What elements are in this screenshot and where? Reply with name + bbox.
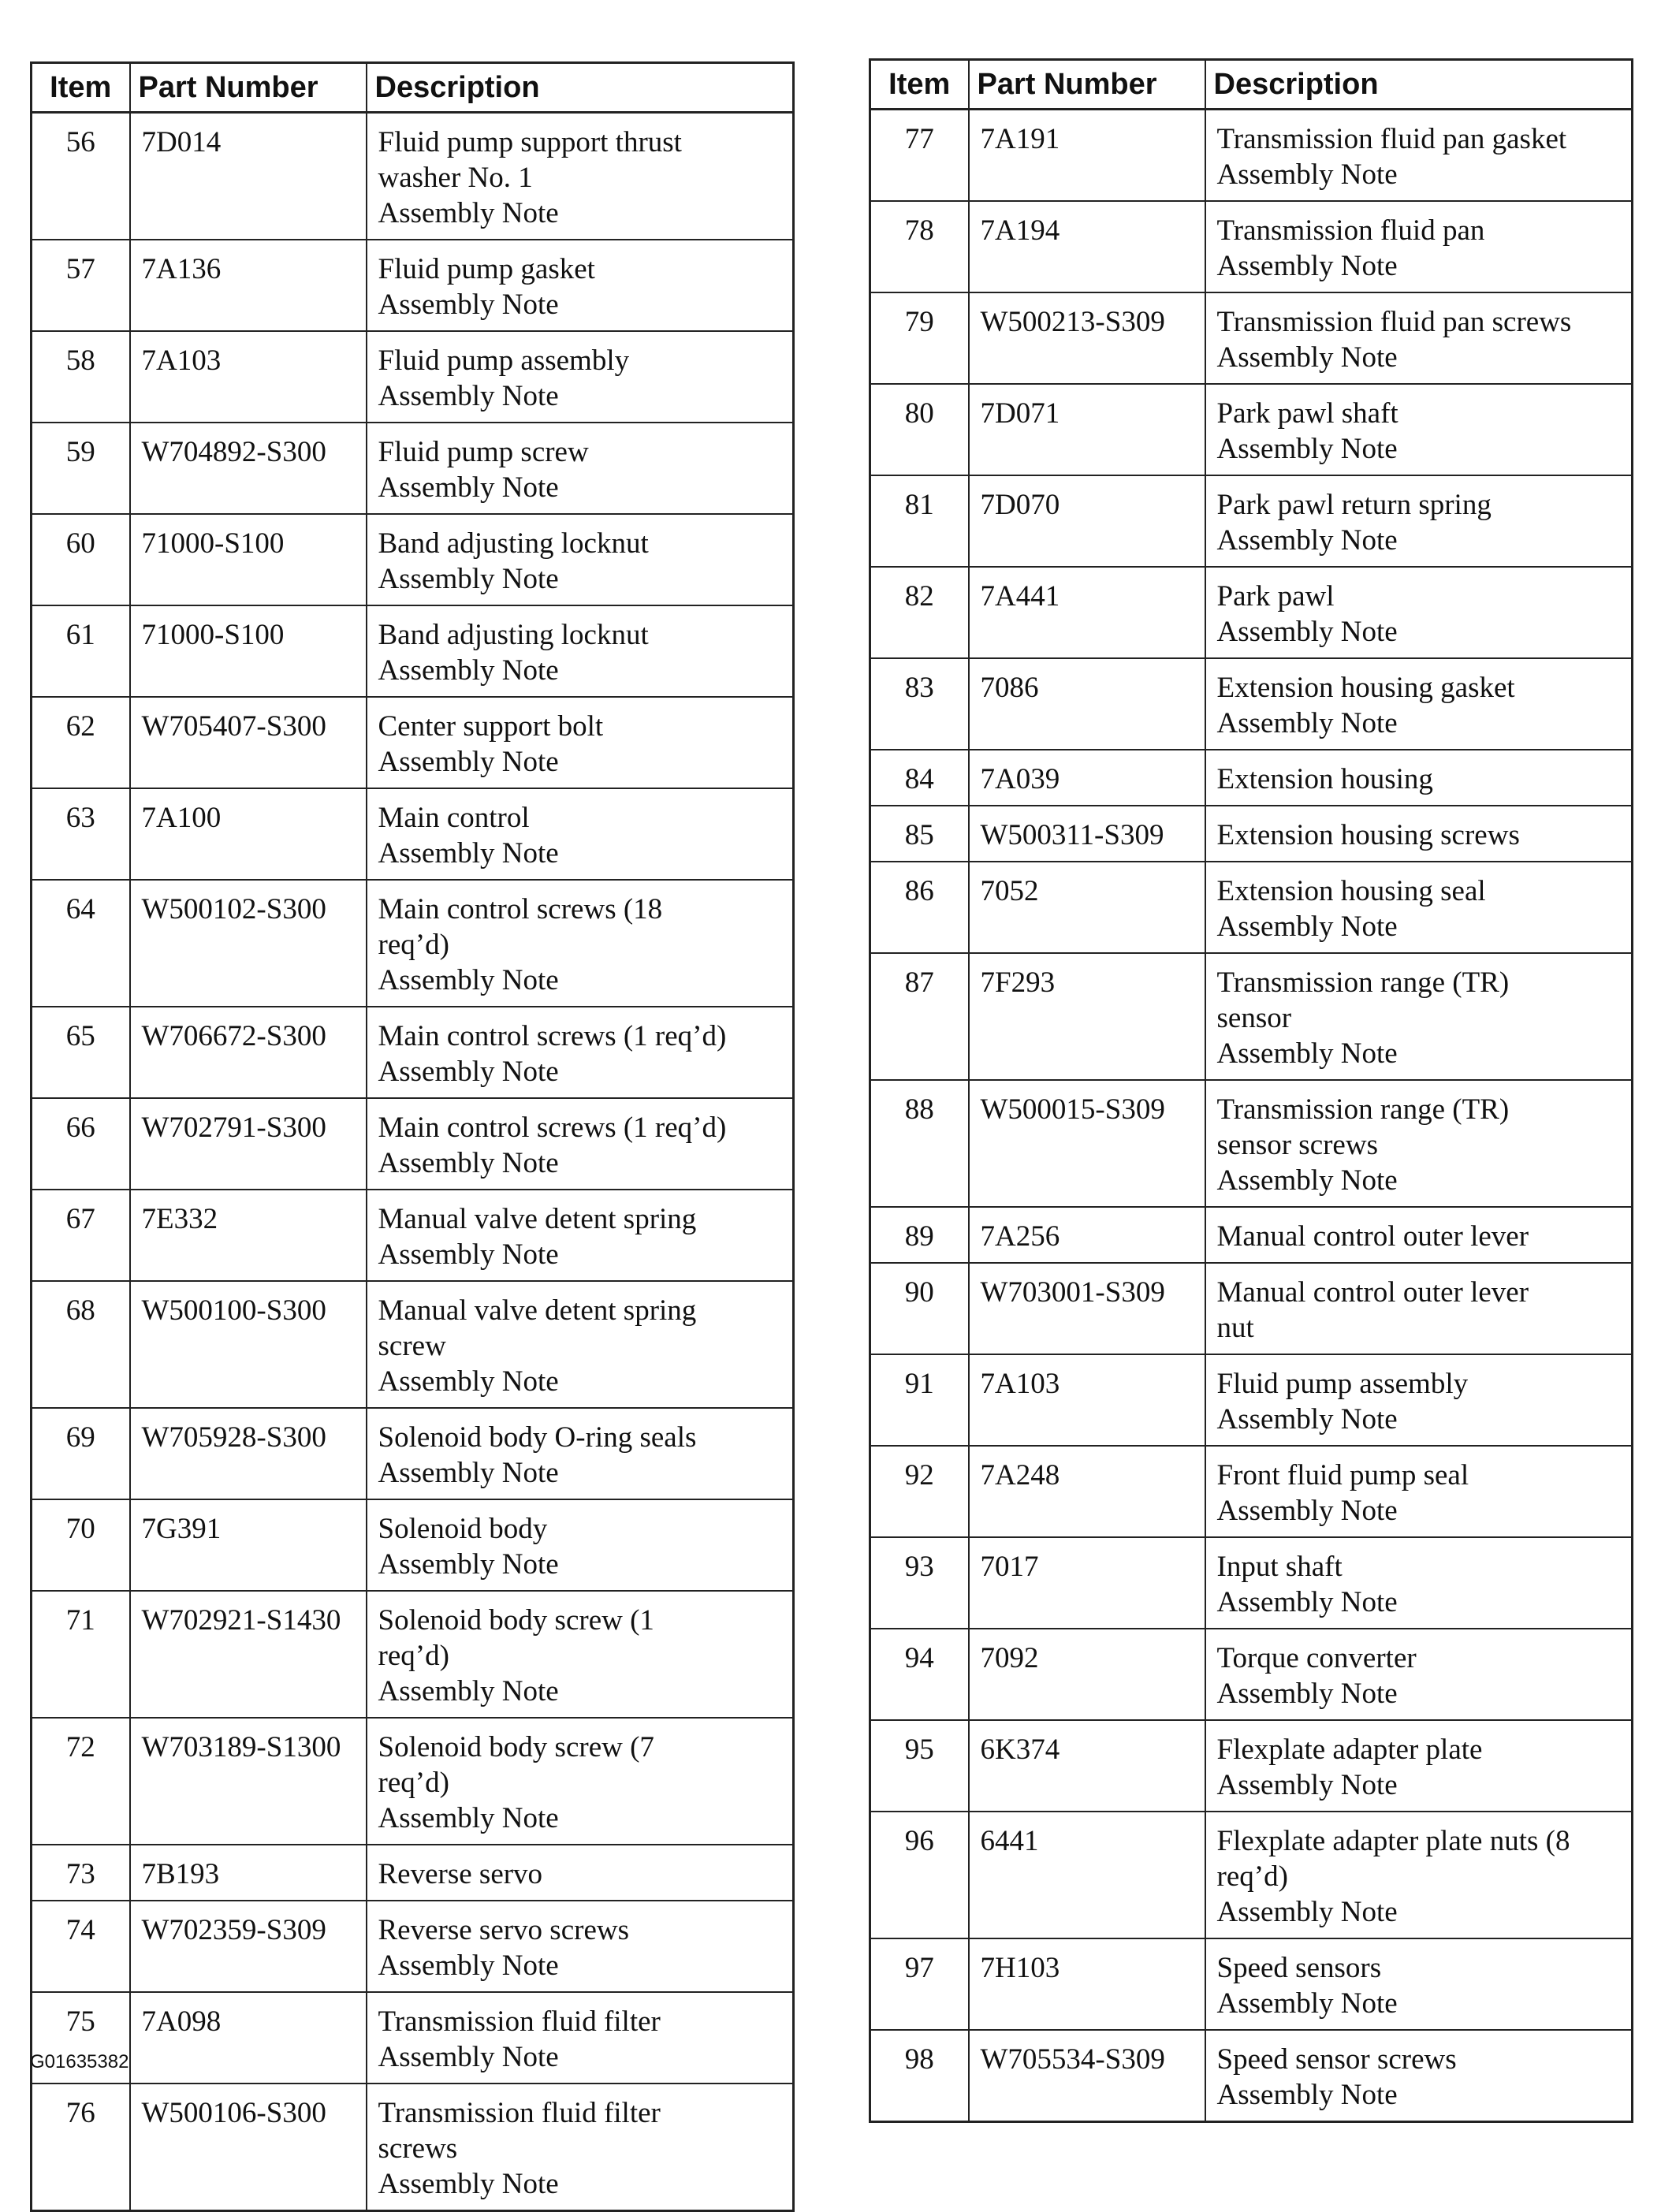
item-number-cell: 58: [32, 331, 130, 423]
description-line: Park pawl shaft: [1216, 397, 1398, 430]
description-line: Main control screws (18: [378, 893, 663, 925]
description-cell: [367, 1098, 794, 1190]
description-cell: [1205, 567, 1633, 658]
description-cell: [1205, 384, 1633, 475]
part-number-cell: 7017: [969, 1537, 1205, 1629]
part-number-cell: W704892-S300: [130, 423, 367, 514]
part-number-cell: 7A039: [969, 750, 1205, 806]
table-row: [32, 1098, 794, 1190]
description-line: Park pawl return spring: [1216, 489, 1492, 521]
table-row: [870, 1720, 1633, 1812]
description-cell: [367, 605, 794, 697]
description-line: Assembly Note: [378, 1365, 559, 1398]
description-line: Solenoid body screw (1: [378, 1604, 654, 1637]
part-number-cell: W500102-S300: [130, 880, 367, 1007]
description-line: Assembly Note: [1216, 1987, 1398, 2020]
description-line: Assembly Note: [378, 1147, 559, 1179]
table-row: [870, 1629, 1633, 1720]
description-line: Assembly Note: [378, 563, 559, 595]
description-cell: [1205, 750, 1633, 806]
part-number-cell: 7D014: [130, 113, 367, 240]
table-row: [870, 750, 1633, 806]
description-cell: [1205, 1812, 1633, 1938]
part-number-cell: 71000-S100: [130, 514, 367, 605]
description-line: Speed sensors: [1216, 1952, 1382, 1984]
description-line: Fluid pump gasket: [378, 253, 595, 285]
item-number-cell: 65: [32, 1007, 130, 1098]
description-cell: [1205, 1080, 1633, 1207]
description-line: nut: [1216, 1312, 1254, 1344]
description-line: Assembly Note: [1216, 1495, 1398, 1527]
description-cell: [1205, 2030, 1633, 2122]
table-row: [32, 880, 794, 1007]
table-body: [32, 113, 794, 2211]
column-header-item: Item: [870, 60, 969, 110]
description-cell: [367, 331, 794, 423]
item-number-cell: 87: [870, 953, 969, 1080]
item-number-cell: 84: [870, 750, 969, 806]
part-number-cell: 7086: [969, 658, 1205, 750]
description-cell: [1205, 110, 1633, 202]
item-number-cell: 88: [870, 1080, 969, 1207]
description-cell: [367, 240, 794, 331]
description-cell: [1205, 953, 1633, 1080]
header-row: [870, 60, 1633, 110]
description-line: Assembly Note: [378, 964, 559, 996]
table-row: [32, 1845, 794, 1901]
part-number-cell: 6441: [969, 1812, 1205, 1938]
description-line: Assembly Note: [1216, 1037, 1398, 1070]
description-line: Transmission fluid filter: [378, 2097, 661, 2129]
description-line: Assembly Note: [378, 1675, 559, 1707]
description-cell: [1205, 1354, 1633, 1446]
table-row: [870, 953, 1633, 1080]
column-header-description: Description: [1205, 60, 1633, 110]
description-line: Solenoid body screw (7: [378, 1731, 654, 1763]
table-row: [32, 1499, 794, 1591]
table-row: [32, 1190, 794, 1281]
part-number-cell: 7E332: [130, 1190, 367, 1281]
description-line: screw: [378, 1330, 446, 1362]
table-row: [870, 806, 1633, 862]
column-header-item: Item: [32, 63, 130, 113]
description-cell: [1205, 201, 1633, 292]
item-number-cell: 80: [870, 384, 969, 475]
part-number-cell: W500213-S309: [969, 292, 1205, 384]
description-line: Reverse servo screws: [378, 1914, 629, 1946]
description-line: Flexplate adapter plate: [1216, 1733, 1483, 1766]
table-row: [32, 605, 794, 697]
part-number-cell: 7A136: [130, 240, 367, 331]
item-number-cell: 68: [32, 1281, 130, 1408]
description-cell: [367, 1718, 794, 1845]
table-row: [870, 475, 1633, 567]
description-cell: [367, 1281, 794, 1408]
part-number-cell: W702359-S309: [130, 1901, 367, 1992]
item-number-cell: 56: [32, 113, 130, 240]
description-line: Band adjusting locknut: [378, 527, 649, 560]
description-line: Assembly Note: [378, 197, 559, 229]
part-number-cell: W703001-S309: [969, 1263, 1205, 1354]
table-row: [32, 1992, 794, 2084]
table-row: [32, 2084, 794, 2211]
description-cell: [1205, 1938, 1633, 2030]
description-line: Assembly Note: [1216, 433, 1398, 465]
description-line: Reverse servo: [378, 1858, 543, 1890]
table-row: [32, 1718, 794, 1845]
table-row: [32, 697, 794, 788]
description-cell: [1205, 1446, 1633, 1537]
description-line: Assembly Note: [1216, 616, 1398, 648]
part-number-cell: 7052: [969, 862, 1205, 953]
item-number-cell: 96: [870, 1812, 969, 1938]
description-line: sensor: [1216, 1002, 1292, 1034]
part-number-cell: 6K374: [969, 1720, 1205, 1812]
description-line: req’d): [378, 929, 449, 961]
description-line: Assembly Note: [378, 654, 559, 687]
description-cell: [367, 2084, 794, 2211]
description-cell: [367, 1992, 794, 2084]
description-line: Fluid pump screw: [378, 436, 589, 468]
description-cell: [1205, 1207, 1633, 1263]
description-line: Fluid pump assembly: [378, 344, 630, 377]
description-cell: [367, 1901, 794, 1992]
item-number-cell: 76: [32, 2084, 130, 2211]
table-row: [870, 1263, 1633, 1354]
description-cell: [1205, 1263, 1633, 1354]
description-line: Solenoid body: [378, 1513, 548, 1545]
description-line: Assembly Note: [378, 380, 559, 412]
description-line: Extension housing screws: [1216, 819, 1520, 851]
table-row: [870, 2030, 1633, 2122]
description-cell: [1205, 862, 1633, 953]
table-row: [32, 1901, 794, 1992]
description-cell: [367, 788, 794, 880]
item-number-cell: 92: [870, 1446, 969, 1537]
table-row: [870, 658, 1633, 750]
part-number-cell: W500100-S300: [130, 1281, 367, 1408]
item-number-cell: 85: [870, 806, 969, 862]
part-number-cell: 7092: [969, 1629, 1205, 1720]
description-line: Assembly Note: [378, 2041, 559, 2073]
description-cell: [367, 423, 794, 514]
part-number-cell: W705407-S300: [130, 697, 367, 788]
table-row: [870, 567, 1633, 658]
table-row: [870, 1207, 1633, 1263]
part-number-cell: 7H103: [969, 1938, 1205, 2030]
table-row: [870, 292, 1633, 384]
part-number-cell: 7A103: [969, 1354, 1205, 1446]
item-number-cell: 75: [32, 1992, 130, 2084]
description-line: Transmission fluid pan screws: [1216, 306, 1572, 338]
part-number-cell: 7B193: [130, 1845, 367, 1901]
item-number-cell: 60: [32, 514, 130, 605]
description-line: Assembly Note: [378, 471, 559, 504]
part-number-cell: W706672-S300: [130, 1007, 367, 1098]
table-row: [32, 1281, 794, 1408]
item-number-cell: 74: [32, 1901, 130, 1992]
description-line: Park pawl: [1216, 580, 1335, 613]
description-cell: [1205, 1720, 1633, 1812]
description-line: Assembly Note: [1216, 524, 1398, 557]
item-number-cell: 90: [870, 1263, 969, 1354]
description-line: Assembly Note: [378, 2168, 559, 2200]
description-line: Assembly Note: [1216, 158, 1398, 191]
part-number-cell: 7A103: [130, 331, 367, 423]
description-line: Main control screws (1 req’d): [378, 1020, 727, 1052]
description-line: Assembly Note: [378, 1802, 559, 1834]
description-line: Transmission range (TR): [1216, 1093, 1510, 1126]
part-number-cell: 7D070: [969, 475, 1205, 567]
description-line: Assembly Note: [1216, 1769, 1398, 1801]
description-line: req’d): [1216, 1860, 1288, 1893]
table-row: [32, 1408, 794, 1499]
table-row: [870, 862, 1633, 953]
part-number-cell: W500015-S309: [969, 1080, 1205, 1207]
table-row: [870, 384, 1633, 475]
description-line: Input shaft: [1216, 1551, 1343, 1583]
description-line: Assembly Note: [1216, 250, 1398, 282]
part-number-cell: 7A191: [969, 110, 1205, 202]
part-number-cell: W705928-S300: [130, 1408, 367, 1499]
description-line: Front fluid pump seal: [1216, 1459, 1469, 1491]
description-line: Extension housing gasket: [1216, 672, 1515, 704]
item-number-cell: 62: [32, 697, 130, 788]
part-number-cell: 7G391: [130, 1499, 367, 1591]
item-number-cell: 97: [870, 1938, 969, 2030]
description-cell: [367, 514, 794, 605]
item-number-cell: 98: [870, 2030, 969, 2122]
table-row: [32, 514, 794, 605]
table-row: [32, 423, 794, 514]
part-number-cell: W702921-S1430: [130, 1591, 367, 1718]
description-line: Assembly Note: [1216, 1586, 1398, 1618]
description-line: Assembly Note: [378, 1548, 559, 1581]
header-row: [32, 63, 794, 113]
description-cell: [367, 1591, 794, 1718]
item-number-cell: 70: [32, 1499, 130, 1591]
table-row: [32, 240, 794, 331]
description-line: washer No. 1: [378, 162, 533, 194]
description-line: Transmission range (TR): [1216, 966, 1510, 999]
table-row: [870, 1446, 1633, 1537]
table-body: [870, 110, 1633, 2122]
description-line: Fluid pump assembly: [1216, 1368, 1469, 1400]
table-row: [870, 1354, 1633, 1446]
table-row: [870, 1812, 1633, 1938]
description-cell: [367, 1845, 794, 1901]
description-cell: [1205, 475, 1633, 567]
table-row: [870, 1537, 1633, 1629]
table-row: [870, 1938, 1633, 2030]
description-cell: [1205, 1629, 1633, 1720]
part-number-cell: 7F293: [969, 953, 1205, 1080]
item-number-cell: 73: [32, 1845, 130, 1901]
description-line: Assembly Note: [1216, 1678, 1398, 1710]
part-number-cell: W500311-S309: [969, 806, 1205, 862]
item-number-cell: 83: [870, 658, 969, 750]
table-row: [32, 1007, 794, 1098]
description-line: Assembly Note: [378, 1238, 559, 1271]
column-header-part-number: Part Number: [130, 63, 367, 113]
part-number-cell: 7A248: [969, 1446, 1205, 1537]
item-number-cell: 77: [870, 110, 969, 202]
part-number-cell: W703189-S1300: [130, 1718, 367, 1845]
item-number-cell: 71: [32, 1591, 130, 1718]
description-line: req’d): [378, 1767, 449, 1799]
part-number-cell: 7D071: [969, 384, 1205, 475]
description-line: Center support bolt: [378, 710, 604, 743]
description-cell: [367, 113, 794, 240]
description-line: Main control: [378, 802, 530, 834]
description-line: Assembly Note: [378, 1457, 559, 1489]
item-number-cell: 79: [870, 292, 969, 384]
description-line: Manual valve detent spring: [378, 1294, 697, 1327]
description-line: req’d): [378, 1640, 449, 1672]
item-number-cell: 69: [32, 1408, 130, 1499]
item-number-cell: 66: [32, 1098, 130, 1190]
description-cell: [367, 697, 794, 788]
part-number-cell: 7A098: [130, 1992, 367, 2084]
table-row: [32, 788, 794, 880]
description-line: Transmission fluid pan gasket: [1216, 123, 1567, 155]
description-line: Manual control outer lever: [1216, 1276, 1529, 1309]
part-number-cell: W705534-S309: [969, 2030, 1205, 2122]
table-row: [32, 113, 794, 240]
description-cell: [1205, 1537, 1633, 1629]
description-cell: [367, 1007, 794, 1098]
item-number-cell: 63: [32, 788, 130, 880]
item-number-cell: 94: [870, 1629, 969, 1720]
description-cell: [1205, 658, 1633, 750]
item-number-cell: 57: [32, 240, 130, 331]
description-cell: [1205, 292, 1633, 384]
item-number-cell: 61: [32, 605, 130, 697]
item-number-cell: 86: [870, 862, 969, 953]
description-line: Assembly Note: [1216, 707, 1398, 739]
part-number-cell: 71000-S100: [130, 605, 367, 697]
parts-table-left: [30, 61, 795, 2212]
description-line: Assembly Note: [378, 1949, 559, 1982]
description-line: Assembly Note: [1216, 910, 1398, 943]
figure-reference-code: G01635382: [30, 2051, 129, 2072]
table-row: [870, 110, 1633, 202]
item-number-cell: 89: [870, 1207, 969, 1263]
description-line: Speed sensor screws: [1216, 2043, 1457, 2076]
description-line: Transmission fluid filter: [378, 2005, 661, 2038]
table-row: [870, 1080, 1633, 1207]
description-cell: [367, 1408, 794, 1499]
column-header-description: Description: [367, 63, 794, 113]
column-header-part-number: Part Number: [969, 60, 1205, 110]
description-line: Assembly Note: [378, 746, 559, 778]
description-line: Manual valve detent spring: [378, 1203, 697, 1235]
part-number-cell: W702791-S300: [130, 1098, 367, 1190]
item-number-cell: 93: [870, 1537, 969, 1629]
description-line: Extension housing: [1216, 763, 1433, 795]
description-line: Assembly Note: [1216, 1164, 1398, 1197]
description-line: Transmission fluid pan: [1216, 214, 1485, 247]
description-cell: [367, 880, 794, 1007]
description-line: Assembly Note: [378, 1056, 559, 1088]
description-line: Extension housing seal: [1216, 875, 1486, 907]
table-row: [870, 201, 1633, 292]
description-line: sensor screws: [1216, 1129, 1378, 1161]
item-number-cell: 91: [870, 1354, 969, 1446]
description-line: Assembly Note: [1216, 1896, 1398, 1928]
item-number-cell: 72: [32, 1718, 130, 1845]
description-cell: [1205, 806, 1633, 862]
description-line: Assembly Note: [378, 289, 559, 321]
description-line: Torque converter: [1216, 1642, 1417, 1674]
part-number-cell: 7A441: [969, 567, 1205, 658]
description-line: Manual control outer lever: [1216, 1220, 1529, 1253]
item-number-cell: 59: [32, 423, 130, 514]
part-number-cell: 7A194: [969, 201, 1205, 292]
item-number-cell: 78: [870, 201, 969, 292]
description-cell: [367, 1499, 794, 1591]
description-line: Main control screws (1 req’d): [378, 1112, 727, 1144]
description-line: Assembly Note: [1216, 1403, 1398, 1436]
description-line: screws: [378, 2132, 458, 2165]
part-number-cell: 7A256: [969, 1207, 1205, 1263]
description-line: Assembly Note: [378, 837, 559, 870]
parts-table-right: [869, 58, 1633, 2123]
item-number-cell: 95: [870, 1720, 969, 1812]
item-number-cell: 64: [32, 880, 130, 1007]
description-line: Assembly Note: [1216, 341, 1398, 374]
item-number-cell: 81: [870, 475, 969, 567]
description-line: Fluid pump support thrust: [378, 126, 682, 158]
description-cell: [367, 1190, 794, 1281]
description-line: Solenoid body O-ring seals: [378, 1421, 697, 1454]
description-line: Band adjusting locknut: [378, 619, 649, 651]
description-line: Flexplate adapter plate nuts (8: [1216, 1825, 1570, 1857]
description-line: Assembly Note: [1216, 2079, 1398, 2111]
part-number-cell: 7A100: [130, 788, 367, 880]
table-row: [32, 1591, 794, 1718]
table-row: [32, 331, 794, 423]
item-number-cell: 82: [870, 567, 969, 658]
item-number-cell: 67: [32, 1190, 130, 1281]
part-number-cell: W500106-S300: [130, 2084, 367, 2211]
